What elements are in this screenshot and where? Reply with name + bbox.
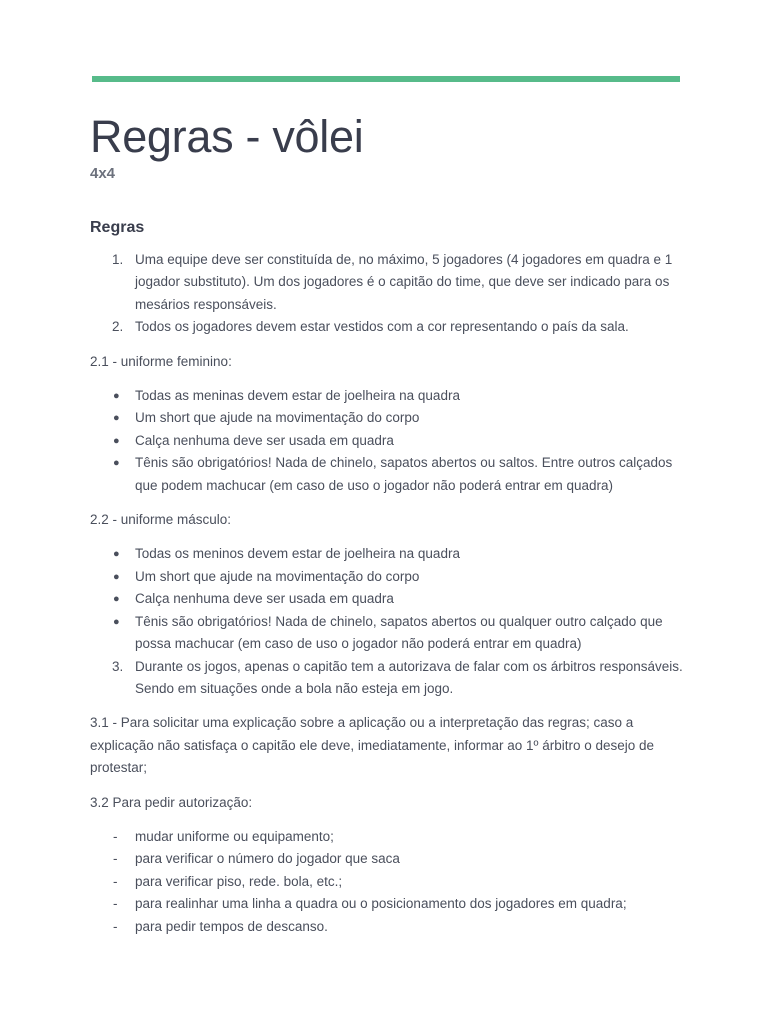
list-item [90, 893, 690, 915]
list-item [90, 656, 690, 701]
bullet-icon: ● [113, 615, 120, 628]
list-item [90, 249, 690, 316]
numbered-list-rules [90, 249, 690, 339]
list-number: 1. [112, 252, 124, 267]
rule-3-1-paragraph: 3.1 - Para solicitar uma explicação sobre a aplicação ou a interpretação das regras; caso a explicação não satisfaça o capitão ele deve, imediatamente, informar ao 1º árbitro o desejo de protestar; [90, 715, 655, 776]
list-item-text: Todos os jogadores devem estar vestidos com a cor representando o país da sala. [135, 319, 629, 335]
header-accent-bar [92, 76, 680, 82]
section-heading: Regras [90, 219, 145, 236]
rule-3-2-list [90, 826, 690, 938]
bullet-icon: ● [113, 593, 120, 606]
list-item-text: para verificar piso, rede. bola, etc.; [135, 873, 343, 889]
list-item-text: Calça nenhuma deve ser usada em quadra [135, 432, 394, 448]
list-item [90, 430, 690, 452]
bullet-icon: ● [113, 548, 120, 561]
uniform-male-list [90, 543, 690, 700]
list-number: 3. [112, 658, 124, 674]
list-item [90, 407, 690, 429]
list-item-text: Todas as meninas devem estar de joelheira na quadra [135, 388, 460, 404]
list-item [90, 611, 690, 656]
list-item [90, 316, 690, 338]
bullet-icon: ● [113, 457, 120, 470]
list-number: 2. [112, 319, 124, 335]
list-item-text: para realinhar uma linha a quadra ou o posicionamento dos jogadores em quadra; [135, 896, 627, 912]
rule-3-2-heading: 3.2 Para pedir autorização: [90, 794, 253, 810]
bullet-icon: ● [113, 434, 120, 447]
list-item [90, 588, 690, 610]
bullet-icon: ● [113, 390, 120, 403]
list-item-text: Calça nenhuma deve ser usada em quadra [135, 591, 394, 607]
dash-marker: - [113, 896, 118, 912]
uniform-female-heading: 2.1 - uniforme feminino: [90, 353, 232, 369]
dash-marker: - [113, 851, 118, 867]
list-item [90, 452, 690, 497]
document-title: Regras - vôlei [90, 111, 364, 162]
list-item-text: para pedir tempos de descanso. [135, 918, 328, 934]
uniform-female-list [90, 385, 690, 497]
list-item [90, 848, 690, 870]
list-item [90, 385, 690, 407]
bullet-icon: ● [113, 570, 120, 583]
list-item [90, 826, 690, 848]
dash-marker: - [113, 873, 118, 889]
document-body [90, 216, 690, 938]
list-item [90, 916, 690, 938]
list-item-text: Durante os jogos, apenas o capitão tem a autorizava de falar com os árbitros responsáveis. Sendo em situações onde a bola não esteja em jogo. [135, 658, 683, 696]
document-subtitle: 4x4 [90, 165, 116, 182]
list-item-text: para verificar o número do jogador que saca [135, 851, 400, 867]
list-item [90, 543, 690, 565]
bullet-icon: ● [113, 412, 120, 425]
list-item-text: Todas os meninos devem estar de joelheira na quadra [135, 546, 460, 562]
list-item-text: Tênis são obrigatórios! Nada de chinelo, sapatos abertos ou qualquer outro calçado que possa machucar (em caso de uso o jogador não poderá entrar em quadra) [135, 613, 663, 652]
list-item-text: mudar uniforme ou equipamento; [135, 828, 334, 844]
list-item-text: Um short que ajude na movimentação do corpo [135, 568, 420, 584]
list-item-text: Um short que ajude na movimentação do corpo [135, 410, 420, 426]
list-item [90, 871, 690, 893]
uniform-male-heading: 2.2 - uniforme másculo: [90, 512, 232, 528]
list-item [90, 566, 690, 588]
dash-marker: - [113, 828, 118, 844]
list-item-text: Tênis são obrigatórios! Nada de chinelo, sapatos abertos ou saltos. Entre outros calçados que podem machucar (em caso de uso o jogador não poderá entrar em quadra) [135, 455, 673, 493]
dash-marker: - [113, 918, 118, 934]
list-item-text: Uma equipe deve ser constituída de, no máximo, 5 jogadores (4 jogadores em quadra e 1 jogador substituto). Um dos jogadores é o capitão do time, que deve ser indicado para os mesários responsáveis. [135, 252, 673, 312]
